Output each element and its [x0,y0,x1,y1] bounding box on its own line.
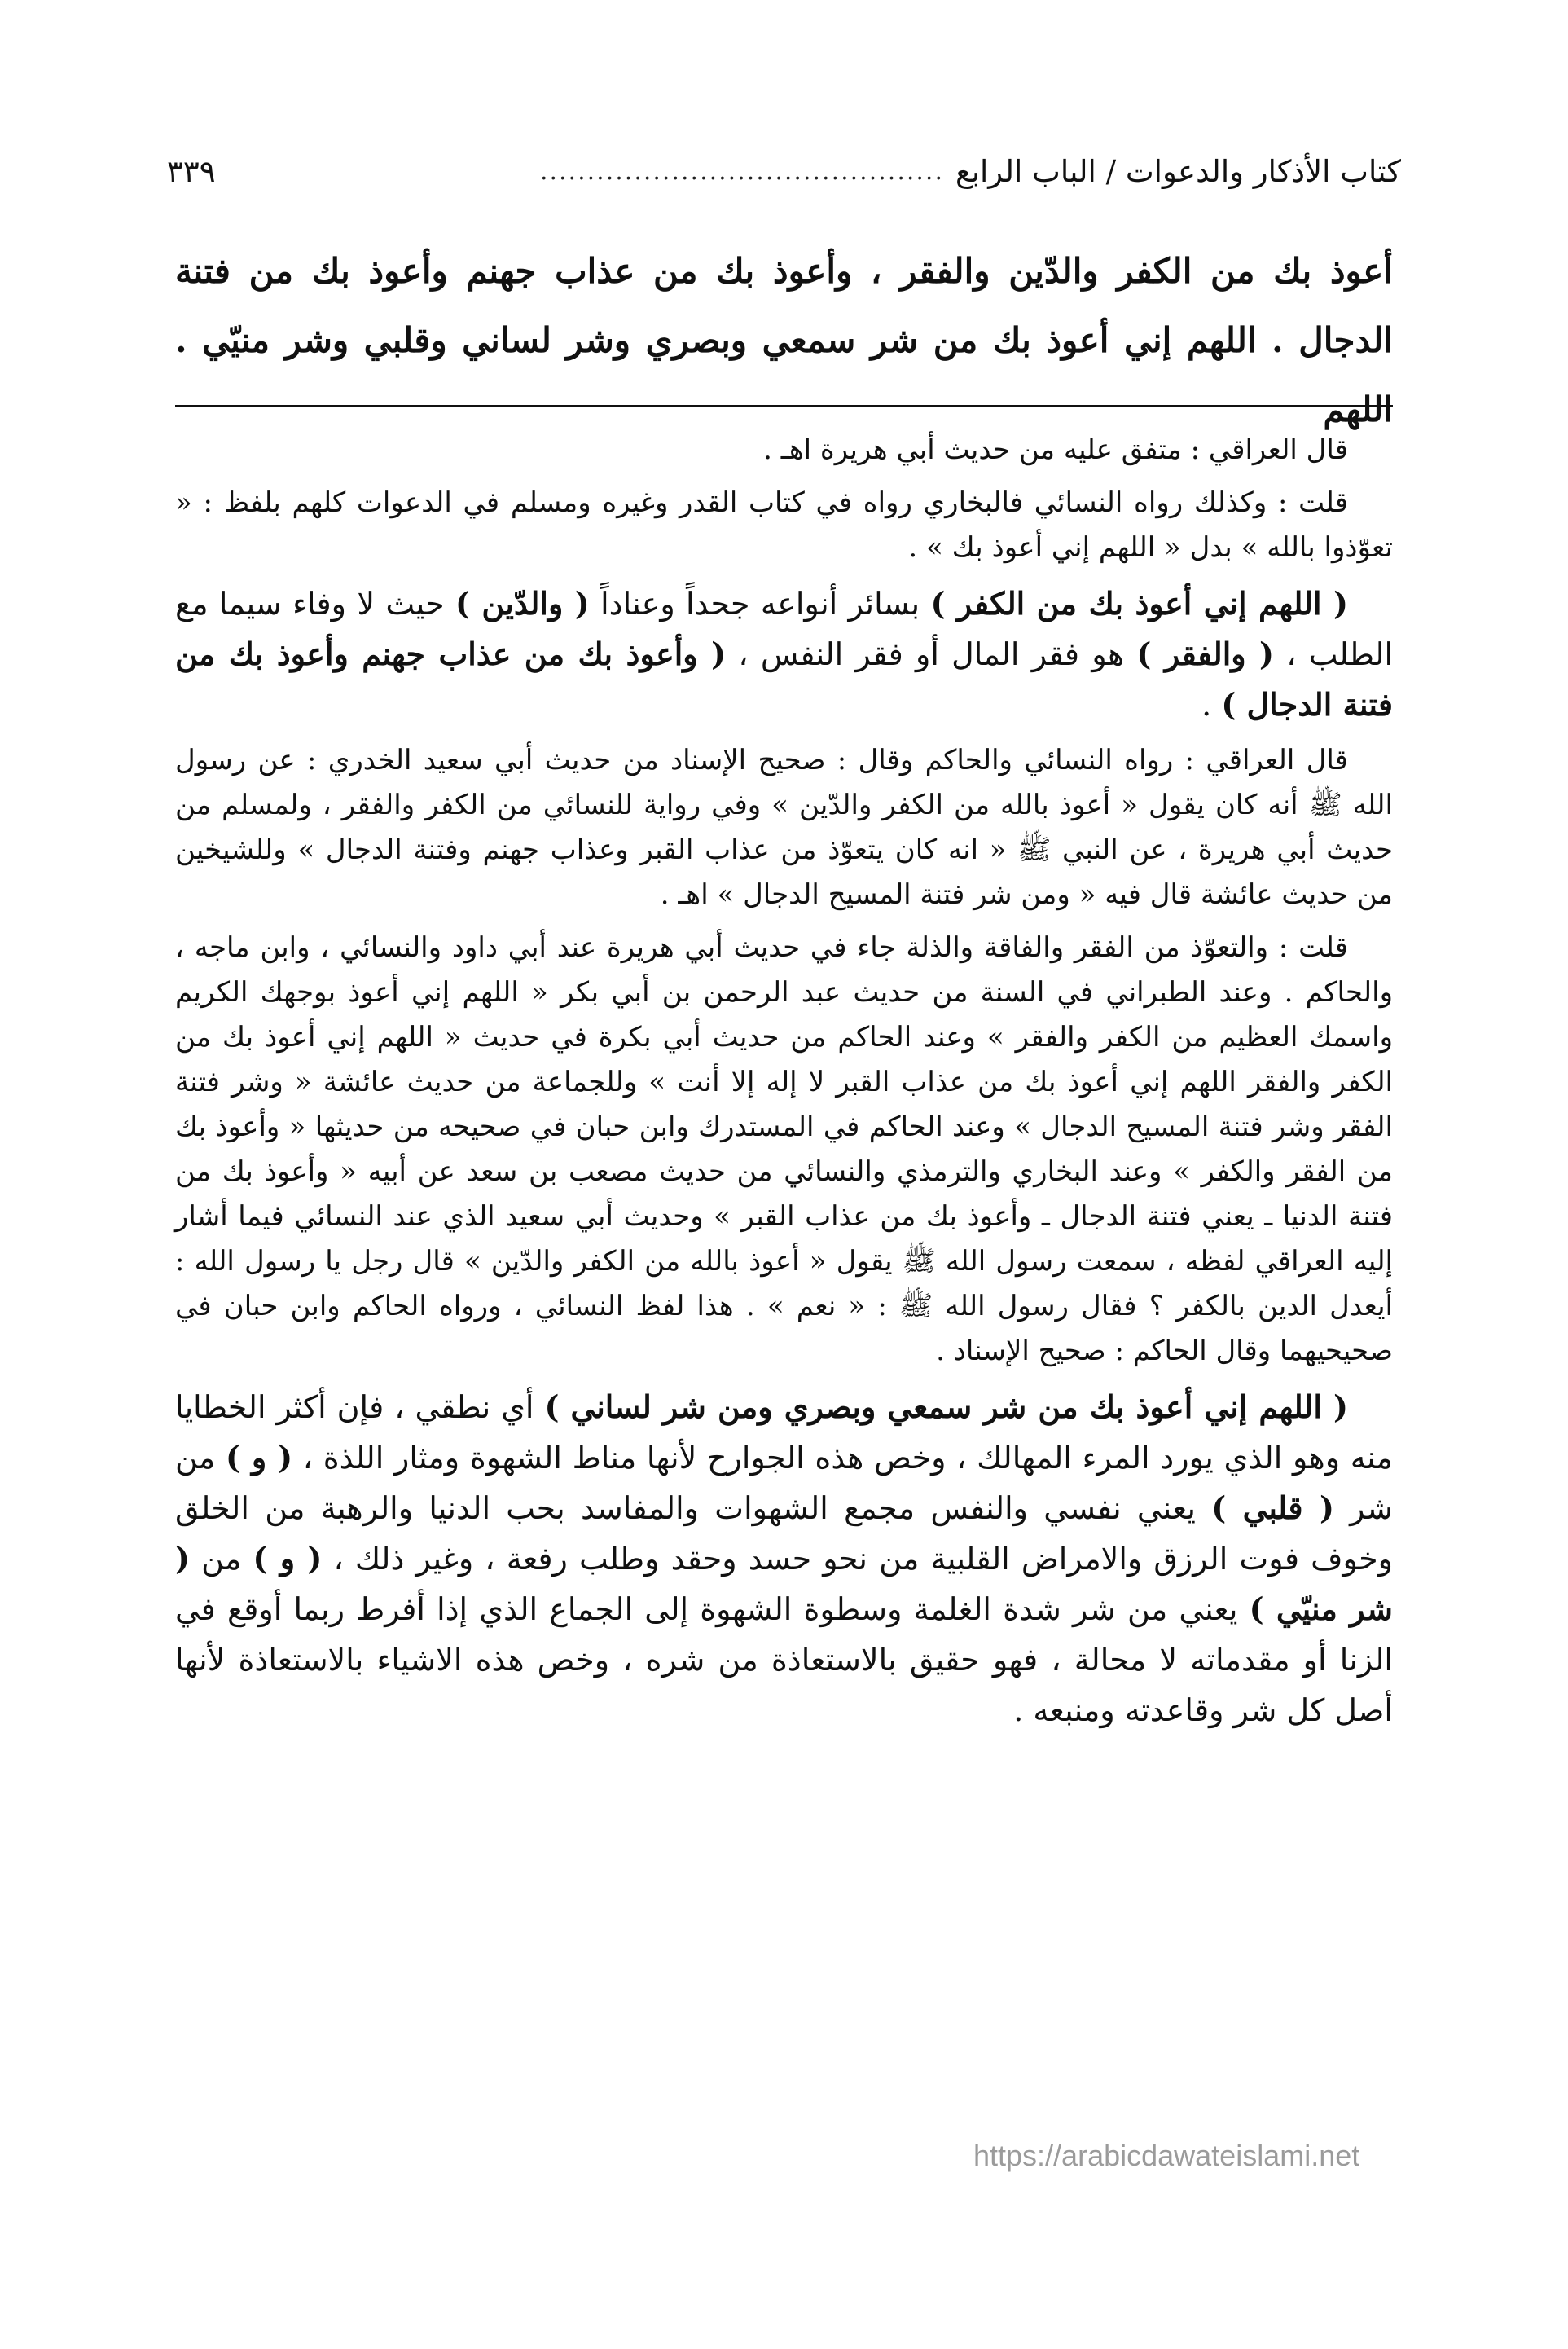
commentary-lemma-2 [175,1382,1393,1735]
commentary-paragraph-3: قال العراقي : رواه النسائي والحاكم وقال : صحيح الإسناد من حديث أبي سعيد الخدري : عن رسول الله ﷺ أنه كان يقول « أعوذ بالله من الكفر والدّين » وفي رواية للنسائي من الكفر والفقر ، ولمسلم من حديث أبي هريرة ، عن النبي ﷺ « انه كان يتعوّذ من عذاب القبر وعذاب جهنم وفتنة الدجال » وللشيخين من حديث عائشة قال فيه « ومن شر فتنة المسيح الدجال » اهـ . [175,744,1393,911]
lemma-phrase: ( وأعوذ بك من عذاب جهنم وأعوذ بك من فتنة الدجال ) [175,636,1393,723]
commentary-lemma-1 [175,578,1393,730]
lemma-phrase: ( اللهم إني أعوذ بك من الكفر ) [930,585,1349,622]
main-text [175,236,1393,444]
commentary-paragraph-4: قلت : والتعوّذ من الفقر والفاقة والذلة جاء في حديث أبي هريرة عند أبي داود والنسائي ، وابن ماجه ، والحاكم . وعند الطبراني في السنة من حديث عبد الرحمن بن أبي بكر « اللهم إني أعوذ بوجهك الكريم واسمك العظيم من الكفر والفقر » وعند الحاكم من حديث أبي بكرة في حديث « اللهم إني أعوذ بك من الكفر والفقر اللهم إني أعوذ بك من عذاب القبر لا إله إلا أنت » وللجماعة من حديث عائشة « وشر فتنة الفقر وشر فتنة المسيح الدجال » وعند الحاكم في المستدرك وابن حبان في صحيحه من حديثها « وأعوذ بك من الفقر والكفر » وعند البخاري والترمذي والنسائي من حديث مصعب بن سعد عن أبيه « وأعوذ بك من فتنة الدنيا ـ يعني فتنة الدجال ـ وأعوذ بك من عذاب القبر » وحديث أبي سعيد الذي عند النسائي فيما أشار إليه العراقي لفظه ، سمعت رسول الله ﷺ يقول « أعوذ بالله من الكفر والدّين » قال رجل يا رسول الله : أيعدل الدين بالكفر ؟ فقال رسول الله ﷺ : « نعم » . هذا لفظ النسائي ، ورواه الحاكم وابن حبان في صحيحيهما وقال الحاكم : صحيح الإسناد . [175,931,1394,1367]
main-text-paragraph: أعوذ بك من الكفر والدّين والفقر ، وأعوذ بك من عذاب جهنم وأعوذ بك من فتنة الدجال . اللهم إني أعوذ بك من شر سمعي وبصري وشر لساني وقلبي وشر منيّي . اللهم [175,251,1393,429]
commentary-paragraph-1: قال العراقي : متفق عليه من حديث أبي هريرة اهـ . [763,433,1348,466]
lemma-explanation: بسائر أنواعه جحداً وعناداً [589,586,931,622]
page-number: ٣٣٩ [167,153,216,189]
watermark-url: https://arabicdawateislami.net [973,2139,1360,2172]
lemma-explanation: يعني نفسي والنفس مجمع الشهوات والمفاسد بحب الدنيا والرهبة من الخلق وخوف فوت الرزق والامراض القلبية من نحو حسد وحقد وطلب رفعة ، وغير ذلك ، [175,1490,1393,1577]
lemma-explanation: حيث لا وفاء سيما مع الطلب ، [175,586,1394,672]
lemma-phrase: ( اللهم إني أعوذ بك من شر سمعي وبصري ومن شر لساني ) [544,1388,1348,1425]
lemma-phrase: ( والدّين ) [455,585,590,622]
header-leader-dots: ........................................... [539,156,945,186]
lemma-explanation: من [189,1541,253,1577]
commentary-paragraph-2: قلت : وكذلك رواه النسائي فالبخاري رواه في كتاب القدر وغيره ومسلم في الدعوات كلهم بلفظ : « تعوّذوا بالله » بدل « اللهم إني أعوذ بك » . [175,486,1393,564]
lemma-phrase: ( شر منيّي ) [175,1540,1393,1627]
lemma-phrase: ( والفقر ) [1136,636,1275,672]
header-title: كتاب الأذكار والدعوات / الباب الرابع [955,153,1401,189]
lemma-explanation: أي نطقي ، فإن أكثر الخطايا منه وهو الذي يورد المرء المهالك ، وخص هذه الجوارح لأنها مناط الشهوة ومثار اللذة ، [175,1389,1393,1476]
separator-rule [175,405,1393,407]
lemma-explanation: . [1201,687,1222,723]
running-header [167,143,1401,200]
lemma-explanation: يعني من شر شدة الغلمة وسطوة الشهوة إلى الجماع الذي إذا أفرط ربما أوقع في الزنا أو مقدماته لا محالة ، فهو حقيق بالاستعاذة من شره ، وخص هذه الاشياء بالاستعاذة لأنها أصل كل شر وقاعدته ومنبعه . [175,1591,1393,1728]
lemma-phrase: ( و ) [226,1439,293,1476]
commentary [175,428,1393,1744]
lemma-explanation: من شر [175,1440,1393,1526]
lemma-phrase: ( و ) [253,1540,323,1577]
lemma-phrase: ( قلبي ) [1211,1489,1334,1526]
lemma-explanation: هو فقر المال أو فقر النفس ، [726,636,1137,672]
